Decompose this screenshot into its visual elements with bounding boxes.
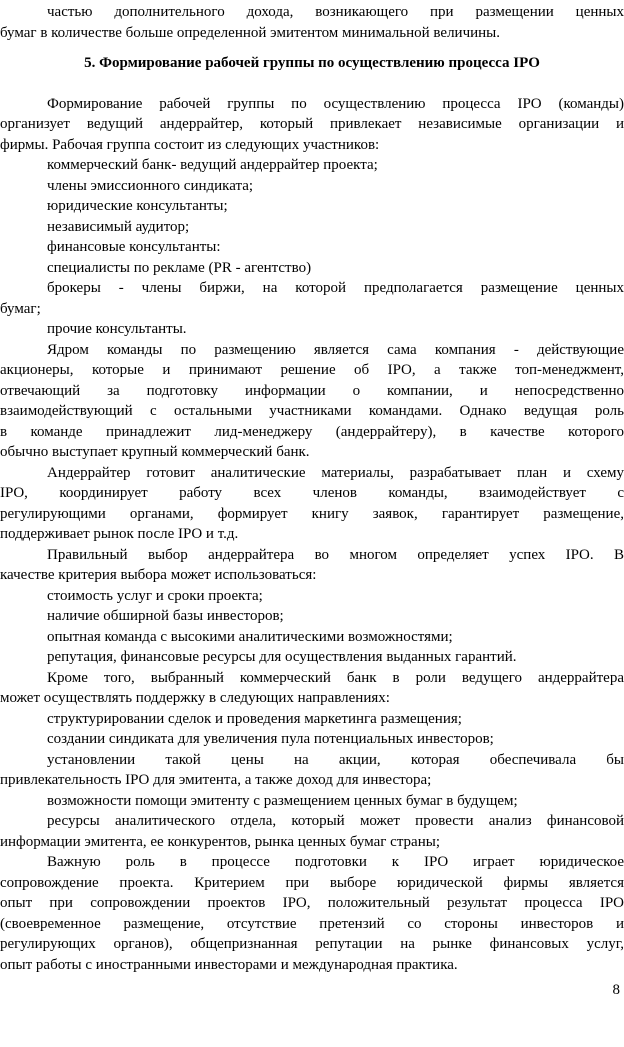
text-line: независимый аудитор; [47, 218, 190, 235]
section-body [0, 94, 624, 976]
text-line: регулирующими органами, формирует книгу заявок, гарантирует размещение, [0, 505, 624, 522]
text-line: Важную роль в процессе подготовки к IPO играет юридическое [47, 854, 624, 870]
text-line: прочие консультанты. [47, 321, 187, 337]
text-line: опыт работы с иностранными инвесторами и международная практика. [0, 956, 458, 973]
text-line: стоимость услуг и сроки проекта; [47, 587, 263, 604]
text-line: отвечающий за подготовку информации о компании, и непосредственно [0, 382, 624, 399]
text-line: поддерживает рынок после IPO и т.д. [0, 526, 239, 542]
text-line: юридические консультанты; [47, 198, 228, 214]
page-number: 8 [612, 982, 620, 998]
text-line: привлекательность IPO для эмитента, а также доход для инвестора; [0, 772, 432, 788]
text-line: фирмы. Рабочая группа состоит из следующих участников: [0, 136, 380, 153]
text-line: опытная команда с высокими аналитическими возможностями; [47, 628, 453, 645]
text-line: возможности помощи эмитенту с размещением ценных бумаг в будущем; [47, 792, 518, 809]
text-line: бумаг в количестве больше определенной эмитентом минимальной величины. [0, 24, 501, 41]
text-line: брокеры - члены биржи, на которой предполагается размещение ценных [47, 280, 624, 296]
text-line: качестве критерия выбора может использоваться: [0, 567, 317, 583]
text-line: Правильный выбор андеррайтера во многом определяет успех IPO. В [47, 546, 624, 563]
text-line: Андеррайтер готовит аналитические материалы, разрабатывает план и схему [47, 464, 624, 481]
text-line: Формирование рабочей группы по осуществлению процесса IPO (команды) [47, 95, 624, 112]
text-line: IPO, координирует работу всех членов команды, взаимодействует с [0, 485, 624, 501]
text-line: акционеры, которые и принимают решение об IPO, а также топ-менеджмент, [0, 362, 624, 378]
text-line: организует ведущий андеррайтер, который привлекает независимые организации и [0, 116, 624, 132]
text-line: Ядром команды по размещению является сама компания - действующие [47, 341, 624, 358]
text-line: частью дополнительного дохода, возникающего при размещении ценных [47, 4, 624, 20]
text-line: финансовые консультанты: [47, 239, 221, 255]
text-line: бумаг; [0, 300, 41, 317]
text-line: установлении такой цены на акции, которая обеспечивала бы [47, 751, 624, 768]
document-body [0, 2, 624, 975]
text-line: ресурсы аналитического отдела, который может провести анализ финансовой [47, 813, 624, 829]
text-line: информации эмитента, ее конкурентов, рынка ценных бумаг страны; [0, 833, 440, 850]
text-line: в команде принадлежит лид-менеджеру (андеррайтеру), в качестве которого [0, 423, 624, 440]
text-line: создании синдиката для увеличения пула потенциальных инвесторов; [47, 731, 494, 747]
text-line: репутация, финансовые ресурсы для осуществления выданных гарантий. [47, 649, 517, 665]
text-line: члены эмиссионного синдиката; [47, 177, 254, 194]
text-line: сопровождение проекта. Критерием при выборе юридической фирмы является [0, 874, 624, 891]
text-line: взаимодействующий с остальными участниками командами. Однако ведущая роль [0, 403, 624, 419]
text-line: коммерческий банк- ведущий андеррайтер проекта; [47, 157, 378, 173]
text-line: опыт при сопровождении проектов IPO, положительный результат процесса IPO [0, 895, 624, 911]
text-line: (своевременное размещение, отсутствие претензий со стороны инвесторов и [0, 915, 624, 932]
text-line: может осуществлять поддержку в следующих направлениях: [0, 690, 390, 706]
text-line: обычно выступает крупный коммерческий банк. [0, 444, 310, 460]
text-line: регулирующих органов), общепризнанная репутации на рынке финансовых услуг, [0, 936, 624, 952]
text-line: Кроме того, выбранный коммерческий банк в роли ведущего андеррайтера [47, 669, 624, 686]
section-heading: 5. Формирование рабочей группы по осуществлению процесса IPO [84, 55, 540, 71]
text-line: структурировании сделок и проведения маркетинга размещения; [47, 710, 462, 727]
continued-paragraph [0, 2, 624, 43]
text-line: наличие обширной базы инвесторов; [47, 608, 284, 624]
text-line: специалисты по рекламе (PR - агентство) [47, 259, 312, 276]
